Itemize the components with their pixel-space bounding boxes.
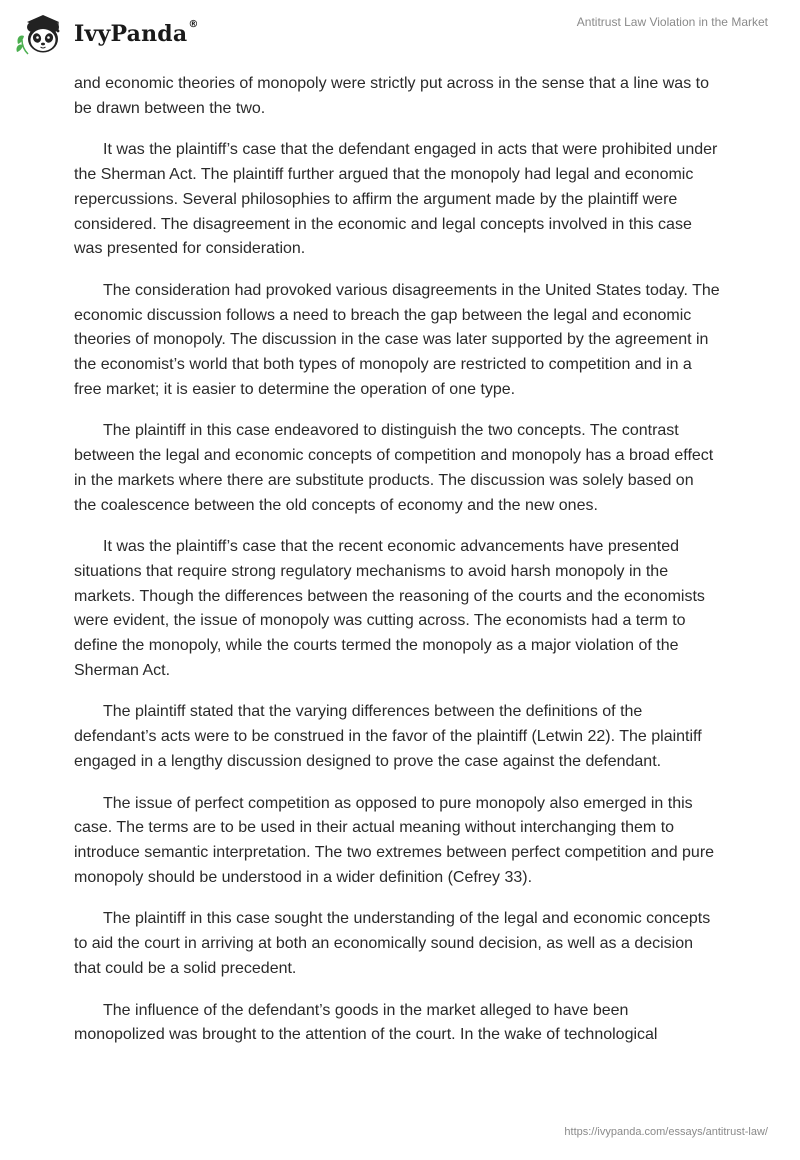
document-title: Antitrust Law Violation in the Market [576, 15, 768, 29]
essay-body [74, 72, 720, 1065]
page-header [0, 0, 800, 64]
ivypanda-logo[interactable] [14, 10, 199, 58]
paragraph: The consideration had provoked various disagreements in the United States today. The economic discussion follows a need to breach the gap between the legal and economic theories of monopoly. The discussion in the case was later supported by the agreement in the economist’s world that both types of monopoly are restricted to competition and in a free market; it is easier to determine the operation of one type. [74, 281, 720, 398]
paragraph: The plaintiff stated that the varying differences between the definitions of the defendant’s acts were to be construed in the favor of the plaintiff (Letwin 22). The plaintiff engaged in a lengthy discussion designed to prove the case against the defendant. [74, 703, 702, 770]
paragraph: It was the plaintiff’s case that the defendant engaged in acts that were prohibited under the Sherman Act. The plaintiff further argued that the monopoly had legal and economic repercussions. Several philosophies to affirm the argument made by the plaintiff were considered. The disagreement in the economic and legal concepts involved in this case was presented for consideration. [74, 141, 718, 258]
panda-graduate-icon [14, 10, 70, 58]
paragraph: and economic theories of monopoly were strictly put across in the sense that a line was to be drawn between the two. [74, 75, 709, 117]
paragraph: It was the plaintiff’s case that the recent economic advancements have presented situations that require strong regulatory mechanisms to avoid harsh monopoly in the markets. Though the differences between the reasoning of the courts and the economists were evident, the issue of monopoly was cutting across. The economists had a term to define the monopoly, while the courts termed the monopoly as a major violation of the Sherman Act. [74, 538, 705, 679]
registered-mark: ® [188, 19, 199, 30]
logo-wordmark [74, 21, 199, 47]
logo-name: IvyPanda [74, 21, 188, 47]
source-url[interactable]: https://ivypanda.com/essays/antitrust-law/ [564, 1126, 768, 1138]
paragraph: The plaintiff in this case sought the understanding of the legal and economic concepts to aid the court in arriving at both an economically sound decision, as well as a decision that could be a solid precedent. [74, 910, 711, 977]
paragraph: The plaintiff in this case endeavored to distinguish the two concepts. The contrast between the legal and economic concepts of competition and monopoly has a broad effect in the markets where there are substitute products. The discussion was solely based on the coalescence between the old concepts of economy and the new ones. [74, 422, 714, 514]
paragraph: The issue of perfect competition as opposed to pure monopoly also emerged in this case. The terms are to be used in their actual meaning without interchanging them to introduce semantic interpretation. The two extremes between perfect competition and pure monopoly should be understood in a wider definition (Cefrey 33). [74, 794, 715, 886]
paragraph: The influence of the defendant’s goods in the market alleged to have been monopolized was brought to the attention of the court. In the wake of technological [74, 1001, 658, 1044]
